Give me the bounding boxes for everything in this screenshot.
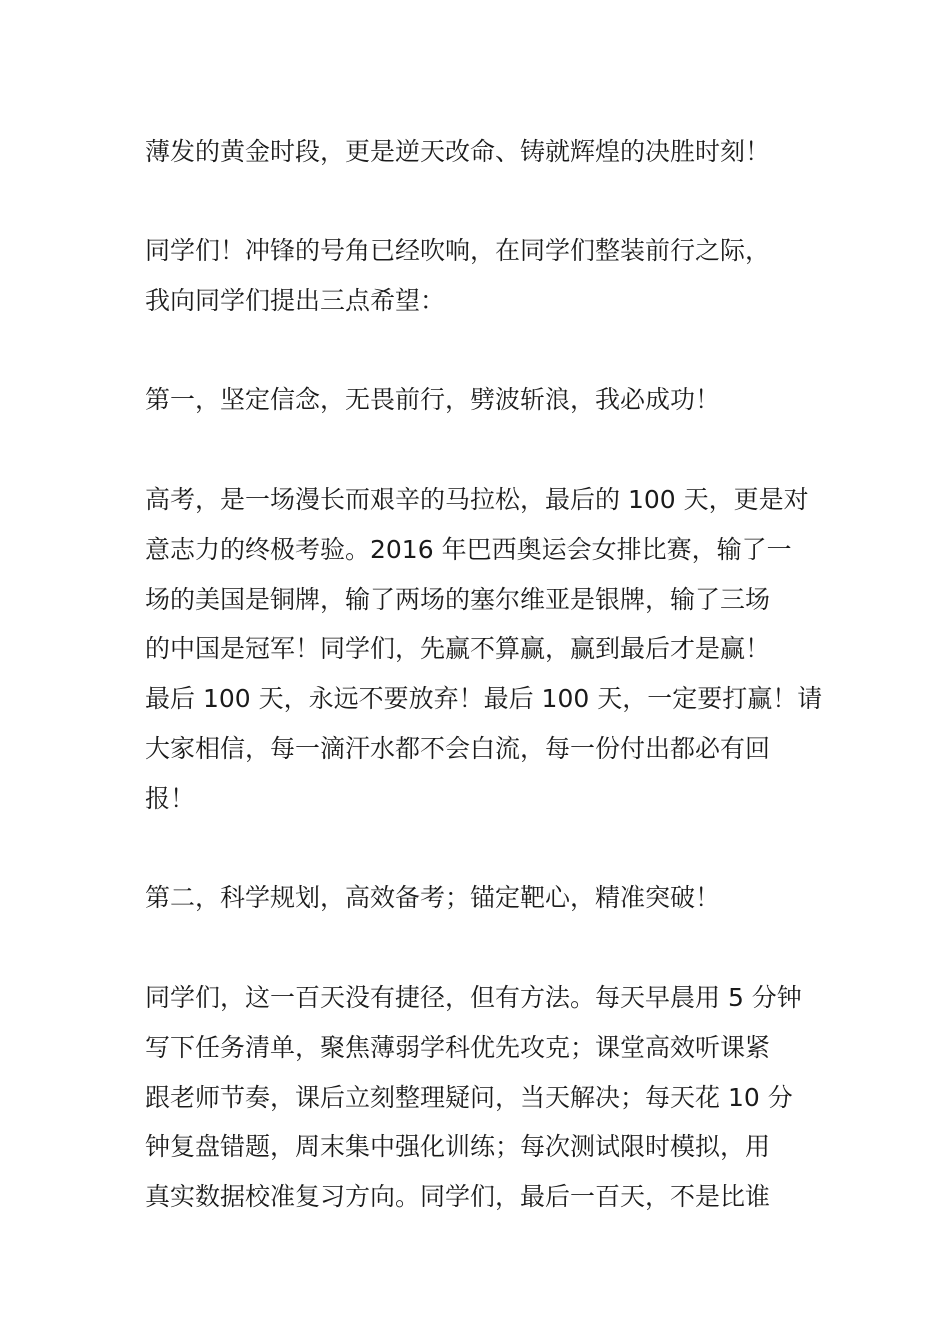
text-line: 高考，是一场漫长而艰辛的马拉松，最后的 100 天，更是对 — [145, 485, 809, 514]
text-line: 报！ — [145, 783, 196, 813]
text-line: 钟复盘错题，周末集中强化训练；每次测试限时模拟，用 — [145, 1132, 771, 1162]
text-line: 写下任务清单，聚焦薄弱学科优先攻克；课堂高效听课紧 — [145, 1032, 771, 1062]
text-line: 意志力的终极考验。2016 年巴西奥运会女排比赛，输了一 — [145, 534, 792, 564]
text-line: 真实数据校准复习方向。同学们，最后一百天，不是比谁 — [145, 1182, 771, 1212]
text-line: 跟老师节奏，课后立刻整理疑问，当天解决；每天花 10 分 — [145, 1082, 793, 1112]
text-line: 薄发的黄金时段，更是逆天改命、铸就辉煌的决胜时刻！ — [145, 137, 771, 166]
text-line: 我向同学们提出三点希望： — [145, 285, 446, 315]
text-line: 场的美国是铜牌，输了两场的塞尔维亚是银牌，输了三场 — [145, 584, 771, 614]
text-line: 的中国是冠军！同学们，先赢不算赢，赢到最后才是赢！ — [145, 634, 771, 664]
text-line: 同学们，这一百天没有捷径，但有方法。每天早晨用 5 分钟 — [145, 983, 802, 1012]
paragraph-methods — [145, 973, 815, 1222]
text-line: 第一，坚定信念，无畏前行，劈波斩浪，我必成功！ — [145, 385, 721, 414]
paragraph-three-hopes — [145, 226, 815, 326]
heading-first-hope — [145, 375, 815, 425]
text-line: 大家相信，每一滴汗水都不会白流，每一份付出都必有回 — [145, 733, 771, 763]
paragraph-marathon — [145, 475, 823, 824]
paragraph-intro-ending — [145, 127, 815, 177]
text-line: 第二，科学规划，高效备考；锚定靶心，精准突破！ — [145, 883, 721, 912]
heading-second-hope — [145, 873, 815, 923]
text-line: 同学们！冲锋的号角已经吹响，在同学们整装前行之际， — [145, 236, 771, 265]
text-line: 最后 100 天，永远不要放弃！最后 100 天，一定要打赢！请 — [145, 684, 823, 714]
